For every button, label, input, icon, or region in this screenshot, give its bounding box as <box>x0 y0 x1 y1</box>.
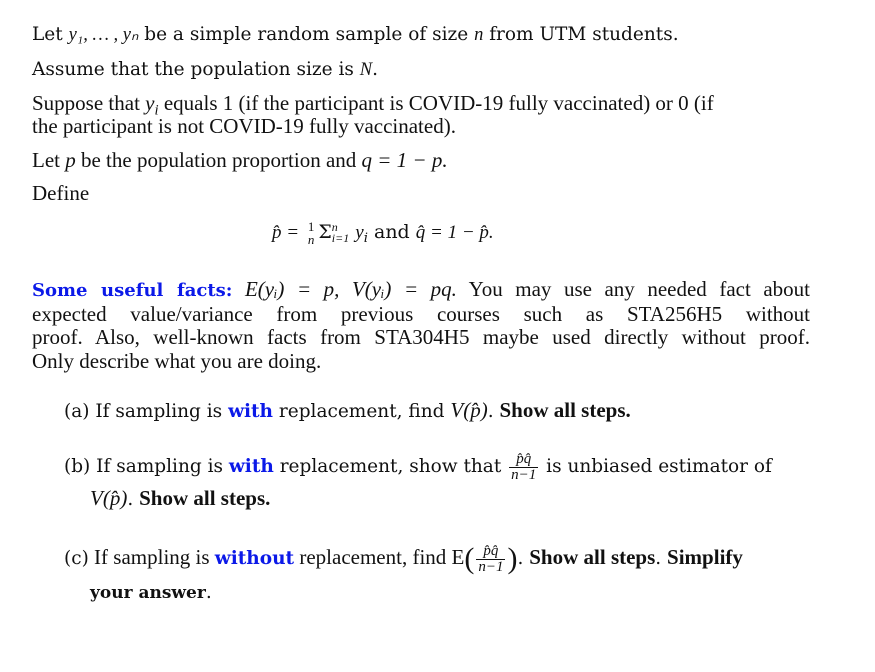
frac-den: n <box>307 232 315 247</box>
text: . <box>372 59 378 80</box>
sum-symbol: Σ <box>318 221 332 243</box>
emphasis-with: with <box>228 456 274 477</box>
sum-lower: i=1 <box>331 231 350 245</box>
text: Let <box>32 148 66 172</box>
math-y: y <box>145 91 155 115</box>
text: . <box>205 582 212 603</box>
instruction-bold: Simplify <box>667 545 743 569</box>
left-paren: ( <box>464 542 475 575</box>
facts-formulas: E(yᵢ) = p, V(yᵢ) = pq. <box>232 277 457 301</box>
math-variance-p-hat: V(p̂) <box>90 486 128 510</box>
question-b-line-2 <box>90 487 270 511</box>
text: replacement, find E <box>294 545 465 569</box>
frac-num: p̂q̂ <box>476 544 505 560</box>
text: You may use any needed fact about <box>456 277 811 301</box>
facts-line-1 <box>32 278 810 303</box>
question-label: (c) <box>64 548 89 569</box>
facts-label: Some useful facts: <box>32 280 233 301</box>
text: is unbiased estimator of <box>540 456 772 477</box>
text: . <box>517 548 530 569</box>
text: from UTM students. <box>483 24 679 45</box>
fraction-1-over-n <box>306 220 317 246</box>
frac-num: p̂q̂ <box>509 452 538 468</box>
fraction-pq-over-n-minus-1 <box>476 544 505 575</box>
sum-upper: n <box>331 220 338 234</box>
fraction-pq-over-n-minus-1 <box>509 452 538 483</box>
question-a <box>64 399 631 423</box>
facts-line-4: Only describe what you are doing. <box>32 348 322 373</box>
emphasis-without: without <box>214 548 295 569</box>
instruction-bold: your answer <box>90 583 206 603</box>
math-variance-p-hat: V(p̂) <box>450 398 488 422</box>
text: . <box>487 401 500 422</box>
text: Suppose that <box>32 91 146 115</box>
text: be a simple random sample of size <box>138 24 475 45</box>
text: replacement, show that <box>273 456 508 477</box>
math-subscript-i: i <box>154 102 159 119</box>
math-N: N <box>359 60 373 80</box>
math-p: p <box>65 148 76 172</box>
math-subscript-i: i <box>363 230 368 246</box>
text: be the population proportion and <box>75 148 362 172</box>
question-b <box>64 447 812 487</box>
question-c <box>64 537 743 579</box>
intro-line-4: the participant is not COVID-19 fully vaccinated). <box>32 114 456 138</box>
instruction-bold: Show all steps <box>529 545 656 569</box>
text: equals 1 (if the participant is COVID-19 fully vaccinated) or 0 (if <box>158 91 714 115</box>
math-q-hat: q̂ = 1 − p̂. <box>415 222 494 243</box>
frac-den: n−1 <box>478 558 504 575</box>
text: If sampling is <box>88 545 215 569</box>
text: . <box>655 548 668 569</box>
frac-num: 1 <box>307 219 315 234</box>
useful-facts-paragraph <box>32 278 810 373</box>
question-label: (b) <box>64 456 91 477</box>
math-q-def: q = 1 − p. <box>361 148 448 172</box>
intro-line-6: Define <box>32 181 90 205</box>
text-and: and <box>367 221 416 243</box>
intro-line-2 <box>32 59 378 81</box>
math-y: y <box>355 222 364 243</box>
text: replacement, find <box>273 401 451 422</box>
text: If sampling is <box>89 401 229 422</box>
instruction-bold: Show all steps. <box>139 486 271 510</box>
math-p-hat: p̂ = <box>272 222 304 243</box>
definition-formula <box>272 220 494 250</box>
right-paren: ) <box>507 542 518 575</box>
text: If sampling is <box>90 456 229 477</box>
intro-line-5 <box>32 148 448 172</box>
text: Let <box>32 24 69 45</box>
instruction-bold: Show all steps. <box>499 398 631 422</box>
emphasis-with: with <box>228 401 274 422</box>
facts-line-3: proof. Also, well-known facts from STA304H5 maybe used directly without proof. <box>32 325 810 349</box>
question-c-line-2 <box>90 582 212 604</box>
math-n: n <box>474 25 484 45</box>
question-label: (a) <box>64 401 90 422</box>
math-sample-vars: y₁, … , yₙ <box>68 25 139 45</box>
text: Assume that the population size is <box>32 59 360 80</box>
intro-line-1 <box>32 24 679 46</box>
facts-line-2: expected value/variance from previous courses such as STA256H5 without <box>32 301 810 326</box>
sum-limits <box>332 222 349 244</box>
frac-den: n−1 <box>511 466 537 483</box>
text: . <box>127 489 140 510</box>
